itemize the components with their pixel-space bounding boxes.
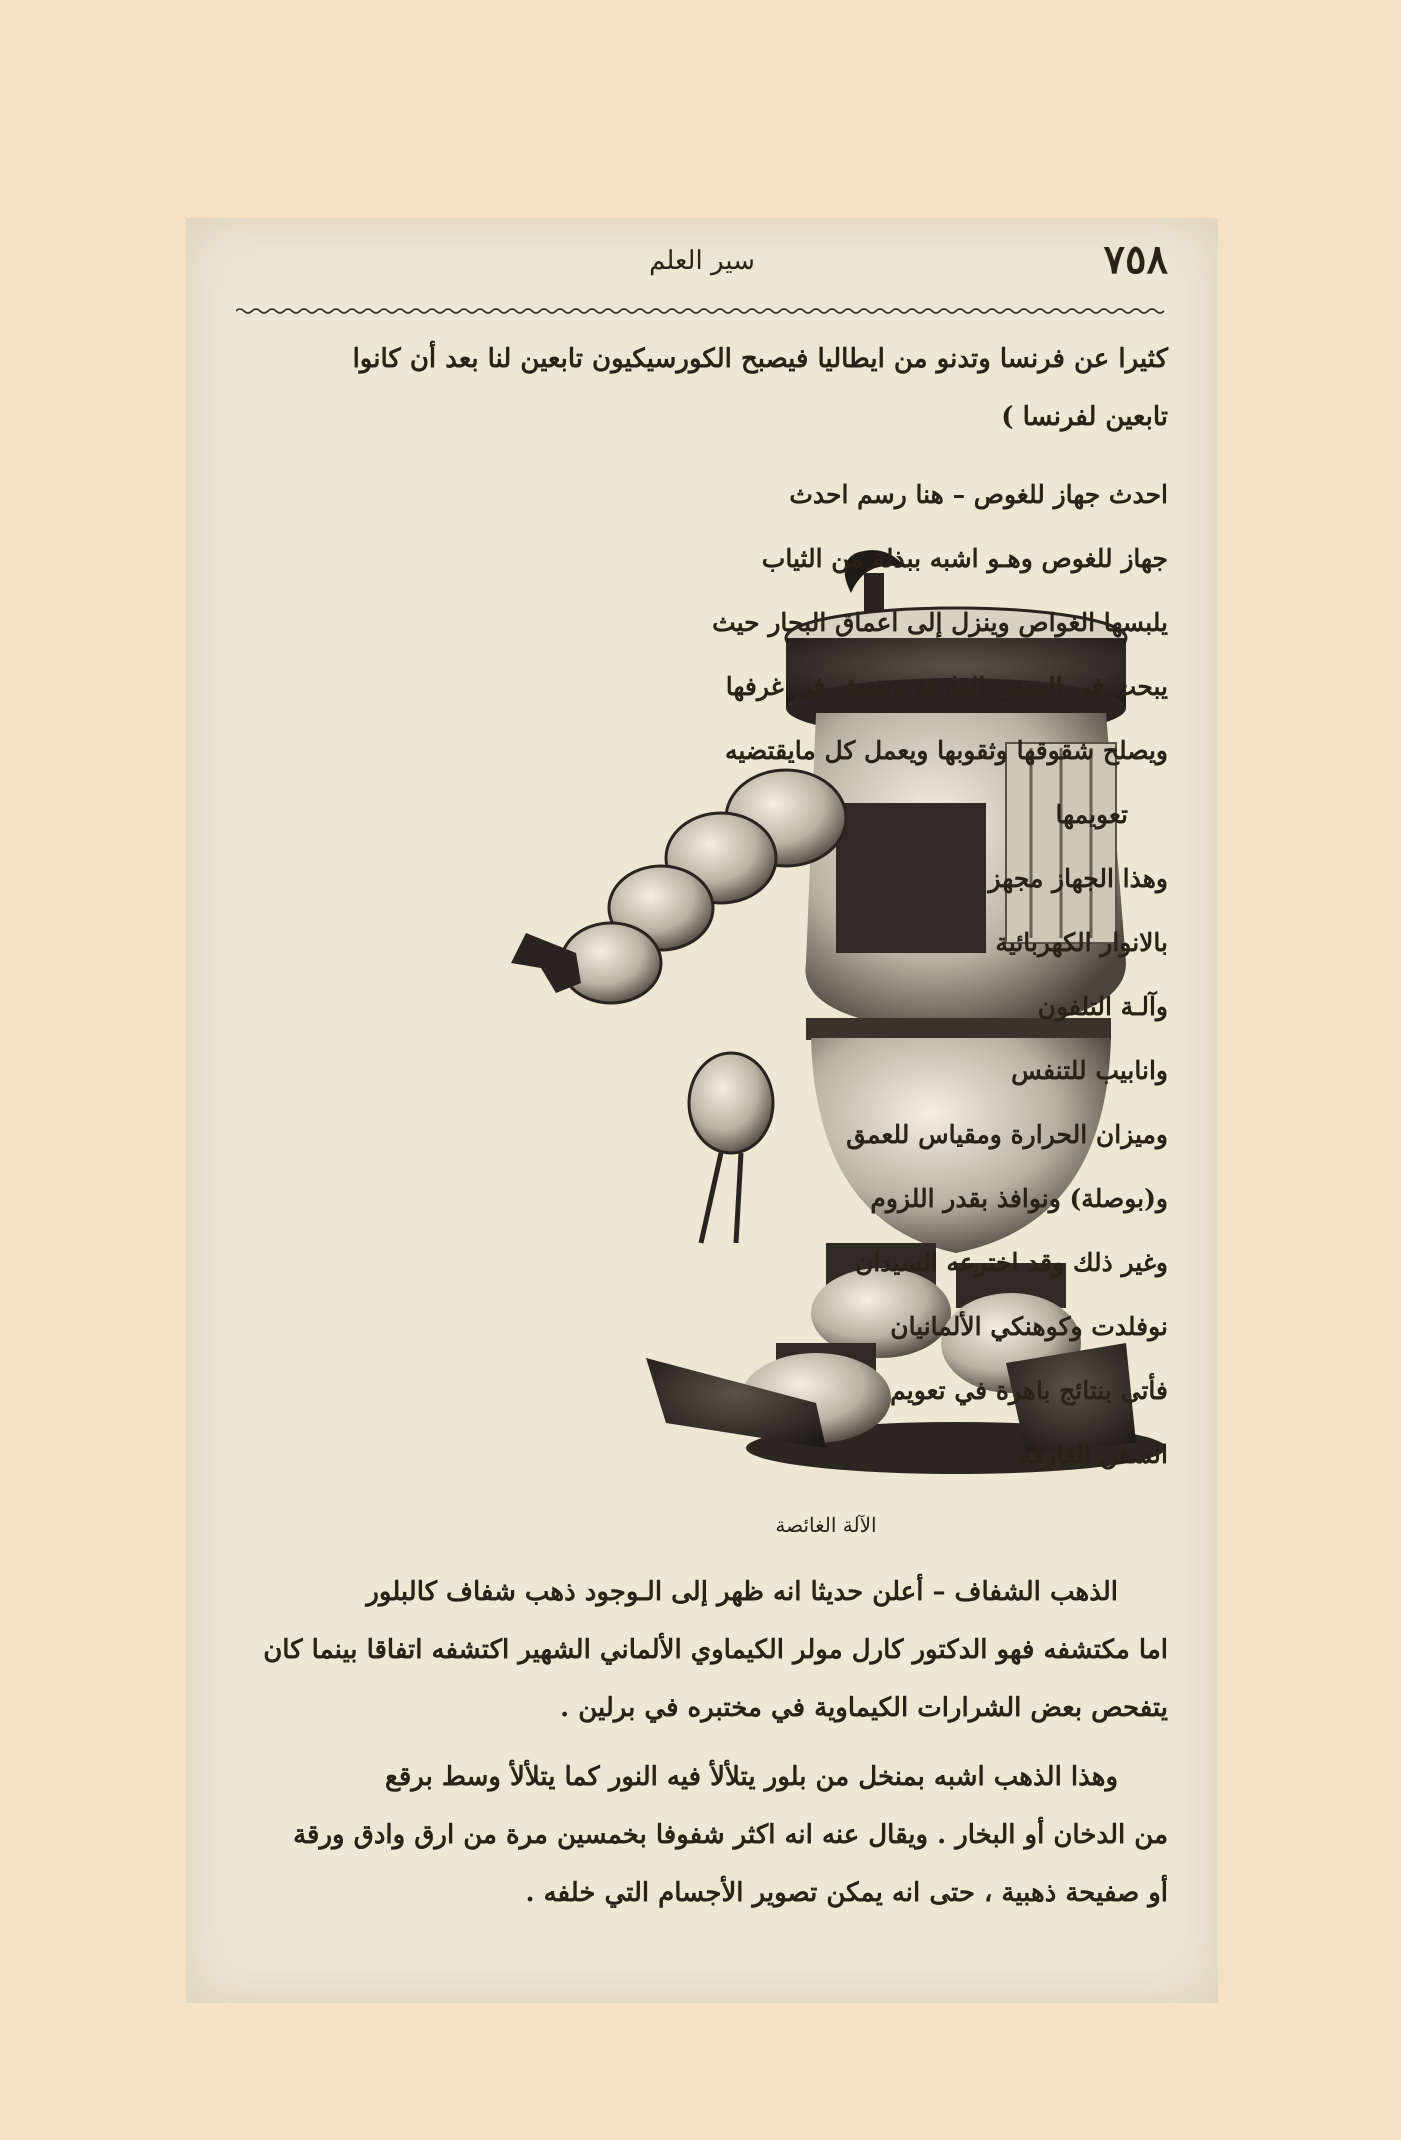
- text-line: اما مكتشفه فهو الدكتور كارل مولر الكيماوي الألماني الشهير اكتشفه اتفاقا بينما كان: [263, 1635, 1168, 1665]
- text-span: أعلن حديثا انه ظهر إلى الـوجود ذهب شفاف كالبلور: [366, 1577, 924, 1607]
- text-span: هنا رسم احدث: [789, 480, 944, 509]
- text-line: من الدخان أو البخار . ويقال عنه انه اكثر شفوفا بخمسين مرة من ارق وادق ورقة: [293, 1820, 1168, 1850]
- running-head: سير العلم: [649, 246, 755, 276]
- page-header: [236, 236, 1168, 296]
- text-line: تابعين لفرنسا ): [1001, 402, 1168, 432]
- text-line: تعويمها: [1055, 800, 1128, 829]
- text-line: يبحث في السفن الغارقة ويفتش في غرفها: [725, 672, 1168, 701]
- magazine-page: [186, 218, 1218, 2003]
- text-line: و(بوصلة) ونوافذ بقدر اللزوم: [870, 1184, 1168, 1213]
- figure-caption: الآلة الغائصة: [775, 1513, 877, 1537]
- text-line: كثيرا عن فرنسا وتدنو من ايطاليا فيصبح الكورسيكيون تابعين لنا بعد أن كانوا: [352, 344, 1168, 374]
- text-line: وميزان الحرارة ومقياس للعمق: [846, 1120, 1168, 1149]
- intro-paragraph: [236, 330, 1168, 446]
- text-line: ويصلح شقوقها وثقوبها ويعمل كل مايقتضيه: [724, 736, 1168, 765]
- text-line: يتفحص بعض الشرارات الكيماوية في مختبره في برلين .: [560, 1693, 1168, 1723]
- text-line: أو صفيحة ذهبية ، حتى انه يمكن تصوير الأجسام التي خلفه .: [525, 1878, 1168, 1908]
- text-line: وانابيب للتنفس: [1011, 1056, 1168, 1085]
- section-title: احدث جهاز للغوص –: [952, 480, 1168, 509]
- diving-paragraph-narrow: [938, 783, 1168, 1103]
- diving-paragraph: [698, 463, 1168, 783]
- diving-paragraph-continued: [828, 1103, 1168, 1487]
- text-line: [236, 1563, 1168, 1621]
- wavy-rule: [236, 306, 1168, 316]
- gold-paragraph-2: [236, 1748, 1168, 1922]
- text-line: وهذا الذهب اشبه بمنخل من بلور يتلألأ فيه النور كما يتلألأ وسط برقع: [385, 1762, 1118, 1792]
- text-line: [698, 463, 1168, 527]
- text-line: وغير ذلك وقد اخترعه السيدان: [854, 1248, 1168, 1277]
- text-line: نوفلدت وكوهنكي الألمانيان: [890, 1312, 1168, 1341]
- text-line: يلبسها الغواص وينزل إلى اعماق البحار حيث: [712, 608, 1168, 637]
- text-line: بالانوار الكهربائية: [995, 928, 1168, 957]
- gold-paragraph: [236, 1563, 1168, 1737]
- section-title: الذهب الشفاف –: [932, 1577, 1118, 1607]
- text-line: وهذا الجهاز مجهز: [988, 864, 1168, 893]
- text-line: جهاز للغوص وهـو اشبه ببذلة من الثياب: [761, 544, 1168, 573]
- page-number: ٧٥٨: [1103, 236, 1168, 283]
- text-line: وآلـة التلفون: [1037, 992, 1168, 1021]
- text-line: السفن الغارقة: [1019, 1440, 1168, 1469]
- text-line: فأتى بنتائج باهرة في تعويم: [890, 1376, 1168, 1405]
